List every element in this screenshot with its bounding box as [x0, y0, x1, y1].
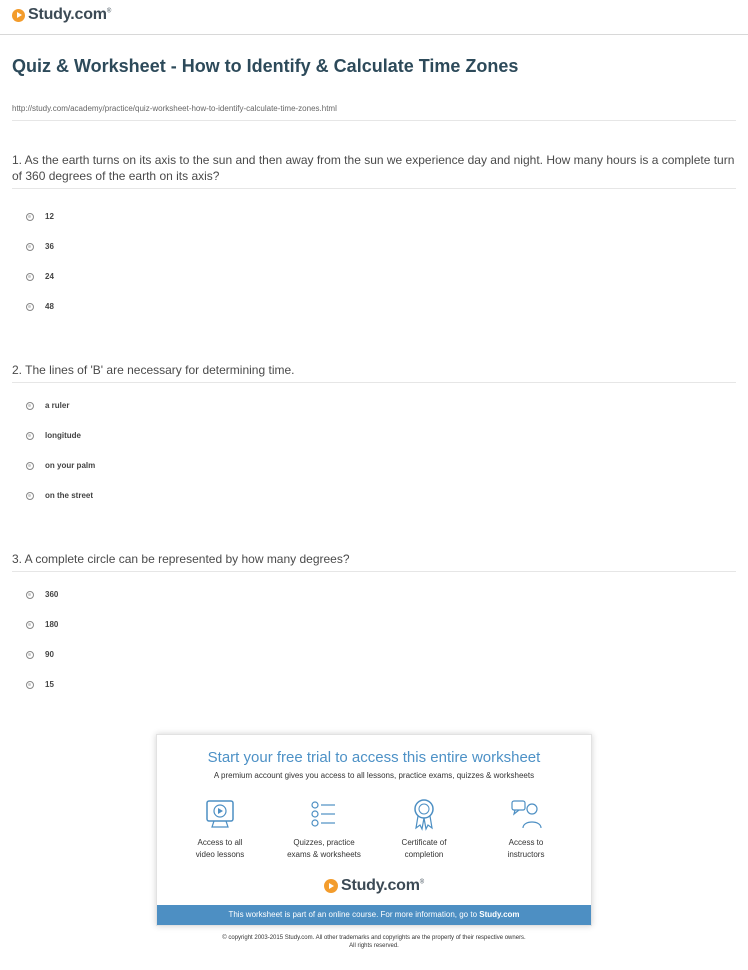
- answer-option[interactable]: [26, 650, 54, 659]
- header-divider: [0, 34, 748, 35]
- radio-button[interactable]: [26, 432, 34, 440]
- radio-button[interactable]: [26, 273, 34, 281]
- option-label: longitude: [45, 431, 81, 440]
- radio-button[interactable]: [26, 402, 34, 410]
- copyright: © copyright 2003-2015 Study.com. All other trademarks and copyrights are the property of their respective owners. All rights reserved.: [222, 935, 526, 949]
- feature-instructors: [481, 797, 571, 861]
- option-label: 360: [45, 590, 59, 599]
- answer-option[interactable]: [26, 212, 54, 221]
- radio-button[interactable]: [26, 492, 34, 500]
- study-logo[interactable]: [12, 6, 111, 24]
- option-label: 180: [45, 620, 59, 629]
- instructor-chat-icon: [509, 797, 543, 831]
- promo-footer-bar[interactable]: This worksheet is part of an online course. For more information, go to Study.com: [157, 905, 591, 925]
- feature-label: Certificate of completion: [401, 838, 447, 859]
- radio-button[interactable]: [26, 243, 34, 251]
- answer-option[interactable]: [26, 620, 58, 629]
- feature-label: Access to instructors: [507, 838, 545, 859]
- feature-video-lessons: [175, 797, 265, 861]
- promo-title[interactable]: Start your free trial to access this entire worksheet: [207, 749, 541, 766]
- question-divider: [12, 382, 736, 383]
- answer-option[interactable]: [26, 401, 69, 410]
- answer-option[interactable]: [26, 461, 95, 470]
- free-trial-promo[interactable]: [156, 734, 592, 926]
- question-text: 3. A complete circle can be represented by how many degrees?: [12, 552, 350, 566]
- radio-button[interactable]: [26, 681, 34, 689]
- option-label: 12: [45, 212, 54, 221]
- question-divider: [12, 571, 736, 572]
- feature-certificate: [379, 797, 469, 861]
- question-text: 1. As the earth turns on its axis to the sun and then away from the sun we experience day and night. How many hours is a complete turn of 360 degrees of the earth on its axis?: [12, 153, 735, 183]
- brand-name: Study.com®: [340, 877, 425, 894]
- promo-subtitle: A premium account gives you access to all lessons, practice exams, quizzes & worksheets: [213, 771, 535, 780]
- answer-option[interactable]: [26, 242, 54, 251]
- option-label: 48: [45, 302, 54, 311]
- radio-button[interactable]: [26, 462, 34, 470]
- option-label: 90: [45, 650, 54, 659]
- answer-option[interactable]: [26, 272, 54, 281]
- play-logo-icon: [324, 879, 338, 893]
- option-label: on your palm: [45, 461, 96, 470]
- play-logo-icon: [12, 9, 25, 22]
- answer-option[interactable]: [26, 680, 54, 689]
- radio-button[interactable]: [26, 651, 34, 659]
- feature-label: Access to all video lessons: [195, 838, 245, 859]
- video-lesson-icon: [203, 797, 237, 831]
- radio-button[interactable]: [26, 591, 34, 599]
- answer-option[interactable]: [26, 302, 54, 311]
- question-divider: [12, 188, 736, 189]
- option-label: 36: [45, 242, 54, 251]
- question-3: [12, 551, 736, 572]
- question-2: [12, 362, 736, 383]
- feature-label: Quizzes, practice exams & worksheets: [287, 838, 361, 859]
- answer-option[interactable]: [26, 431, 81, 440]
- feature-quizzes: [279, 797, 369, 861]
- option-label: 24: [45, 272, 54, 281]
- question-text: 2. The lines of 'B' are necessary for determining time.: [12, 363, 295, 377]
- option-label: 15: [45, 680, 54, 689]
- page-url: http://study.com/academy/practice/quiz-worksheet-how-to-identify-calculate-time-zones.html: [12, 104, 337, 113]
- brand-name: Study.com®: [28, 6, 112, 23]
- answer-option[interactable]: [26, 590, 58, 599]
- option-label: a ruler: [45, 401, 70, 410]
- quiz-list-icon: [307, 797, 341, 831]
- certificate-icon: [407, 797, 441, 831]
- study-link[interactable]: Study.com: [479, 910, 520, 919]
- page-title: Quiz & Worksheet - How to Identify & Calculate Time Zones: [12, 56, 519, 76]
- radio-button[interactable]: [26, 621, 34, 629]
- option-label: on the street: [45, 491, 94, 500]
- title-divider: [12, 120, 736, 121]
- radio-button[interactable]: [26, 213, 34, 221]
- question-1: [12, 152, 736, 189]
- radio-button[interactable]: [26, 303, 34, 311]
- promo-study-logo[interactable]: [157, 877, 591, 895]
- answer-option[interactable]: [26, 491, 93, 500]
